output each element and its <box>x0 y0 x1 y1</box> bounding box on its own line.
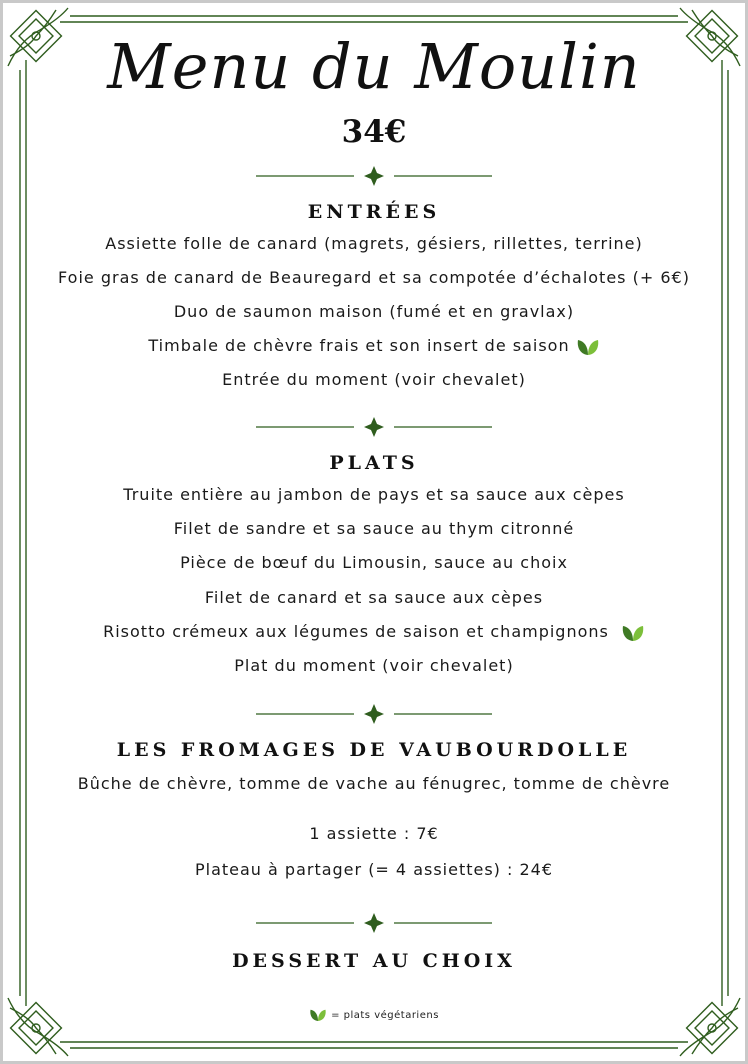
section-heading-plats: PLATS <box>329 452 419 474</box>
section-heading-fromages: LES FROMAGES DE VAUBOURDOLLE <box>116 739 632 761</box>
section-heading-dessert: DESSERT AU CHOIX <box>232 950 516 972</box>
menu-item: Entrée du moment (voir chevalet) <box>222 370 526 389</box>
legend-text: = plats végétariens <box>331 1010 439 1021</box>
legend <box>0 1006 748 1026</box>
menu-item-text: Timbale de chèvre frais et son insert de saison <box>148 336 570 355</box>
section-divider <box>250 704 498 724</box>
price-line: 1 assiette : 7€ <box>309 824 439 843</box>
leaf-icon <box>576 338 600 356</box>
price-line: Plateau à partager (= 4 assiettes) : 24€ <box>194 860 554 879</box>
section-divider <box>250 417 498 437</box>
menu-item: Duo de saumon maison (fumé et en gravlax) <box>173 302 575 321</box>
section-divider <box>250 913 498 933</box>
menu-item-text: Risotto crémeux aux légumes de saison et champignons <box>103 622 609 641</box>
section-heading-entrees: ENTRÉES <box>307 201 441 223</box>
menu-item: Bûche de chèvre, tomme de vache au fénugrec, tomme de chèvre <box>77 774 671 793</box>
menu-title: Menu du Moulin <box>107 30 641 103</box>
menu-price: 34€ <box>341 114 407 150</box>
menu-item: Pièce de bœuf du Limousin, sauce au choix <box>180 553 568 572</box>
menu-item: Assiette folle de canard (magrets, gésiers, rillettes, terrine) <box>105 234 643 253</box>
leaf-icon <box>309 1008 327 1022</box>
menu-item: Filet de sandre et sa sauce au thym citronné <box>173 519 575 538</box>
leaf-icon <box>621 624 645 642</box>
menu-item <box>0 620 748 644</box>
section-divider <box>250 166 498 186</box>
menu-item <box>0 334 748 358</box>
menu-item: Plat du moment (voir chevalet) <box>234 656 514 675</box>
menu-item: Filet de canard et sa sauce aux cèpes <box>204 588 544 607</box>
menu-item: Truite entière au jambon de pays et sa sauce aux cèpes <box>123 485 625 504</box>
menu-item: Foie gras de canard de Beauregard et sa compotée d’échalotes (+ 6€) <box>58 268 690 287</box>
